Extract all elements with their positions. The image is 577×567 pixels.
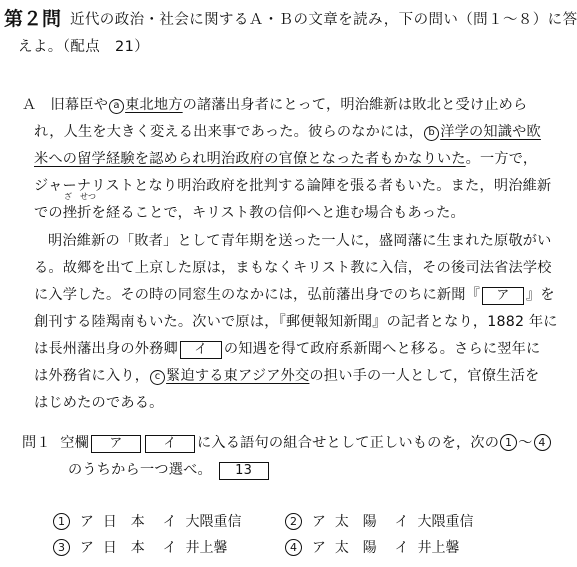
choice-2[interactable]: 2 ア 太 陽 イ 大隈重信 xyxy=(284,511,474,531)
instruction-line-2: えよ。（配点 21） xyxy=(18,39,150,55)
choice-4[interactable]: 4 ア 太 陽 イ 井上馨 xyxy=(284,537,460,557)
passage-line-5: での挫折を経ることで，キリスト教の信仰へと進む場合もあった。 xyxy=(34,205,465,221)
q-box-i: イ xyxy=(145,435,195,453)
passage-line-2: れ，人生を大きく変える出来事であった。彼らのなかには， b 洋学の知識や欧 xyxy=(34,124,541,140)
question-number: 第２問 xyxy=(4,8,62,30)
passage-line-6: 明治維新の「敗者」として青年期を送った一人に，盛岡藩に生まれた原敬がい xyxy=(48,233,552,249)
passage-line-11: は外務省に入り， c 緊迫する東アジア外交の担い手の一人として，官僚生活を xyxy=(34,368,540,384)
underline-c: 緊迫する東アジア外交 xyxy=(166,368,310,384)
choice-number: 1 xyxy=(53,513,70,530)
q-box-a: ア xyxy=(91,435,141,453)
ruby-zasetsu: ざ せつ xyxy=(64,192,96,201)
answer-number-box: 13 xyxy=(219,462,269,480)
question-1-line-2: のうちから一つ選べ。 13 xyxy=(68,459,271,480)
passage-line-12: はじめたのである。 xyxy=(34,395,164,411)
underline-b-1: 洋学の知識や欧 xyxy=(440,124,541,140)
passage-line-10: は長州藩出身の外務卿 イ の知遇を得て政府系新聞へと移る。さらに翌年に xyxy=(34,341,541,357)
circle-4: 4 xyxy=(534,434,551,451)
passage-line-7: る。故郷を出て上京した原は，まもなくキリスト教に入信，その後司法省法学校 xyxy=(34,260,552,276)
blank-box-i: イ xyxy=(180,341,222,359)
choice-number: 3 xyxy=(53,539,70,556)
question-1-line-1: 問１ 空欄 ア イ に入る語句の組合せとして正しいものを，次の 1 ～ 4 xyxy=(22,432,552,453)
underline-a: 東北地方 xyxy=(125,97,183,113)
marker-a: a xyxy=(109,99,124,114)
passage-line-8: に入学した。その時の同窓生のなかには，弘前藩出身でのちに新聞『 ア 』を xyxy=(34,287,555,303)
question-label: 問１ xyxy=(22,435,51,451)
blank-box-a: ア xyxy=(482,287,524,305)
underline-b-2: 米への留学経験を認められ明治政府の官僚となった者もかなりいた xyxy=(34,151,466,167)
passage-line-1: Ａ 旧幕臣や a 東北地方の諸藩出身者にとって，明治維新は敗北と受け止めら xyxy=(22,97,528,113)
passage-line-4: ジャーナリストとなり明治政府を批判する論陣を張る者もいた。また，明治維新 xyxy=(34,178,552,194)
choice-3[interactable]: 3 ア 日 本 イ 井上馨 xyxy=(52,537,228,557)
marker-c: c xyxy=(150,370,165,385)
circle-1: 1 xyxy=(500,434,517,451)
passage-line-9: 創刊する陸羯南もいた。次いで原は，『郵便報知新聞』の記者となり，1882 年に xyxy=(34,314,558,330)
choice-number: 2 xyxy=(285,513,302,530)
choice-number: 4 xyxy=(285,539,302,556)
marker-b: b xyxy=(424,126,439,141)
passage-line-3: 米への留学経験を認められ明治政府の官僚となった者もかなりいた。一方で， xyxy=(34,151,538,167)
choice-1[interactable]: 1 ア 日 本 イ 大隈重信 xyxy=(52,511,242,531)
passage-label: Ａ xyxy=(22,97,37,113)
instruction-line-1: 近代の政治・社会に関するＡ・Ｂの文章を読み，下の問い（問１～８）に答 xyxy=(70,12,577,28)
